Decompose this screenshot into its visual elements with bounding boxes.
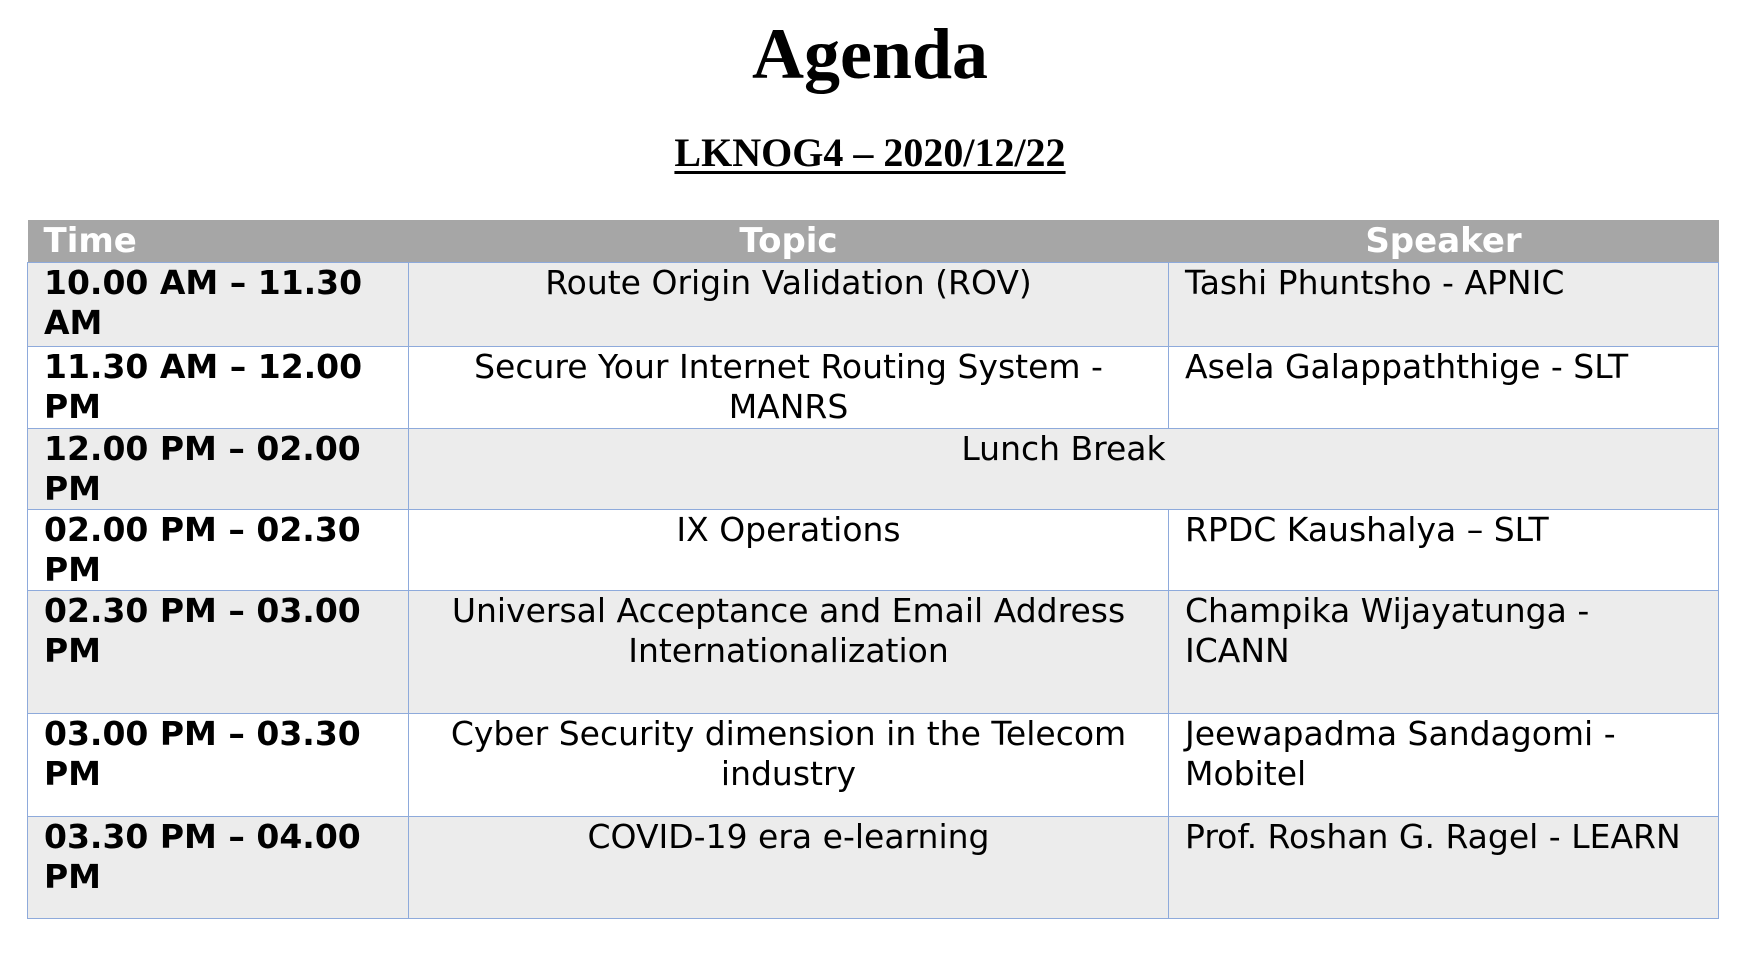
topic-cell: [409, 817, 1169, 919]
speaker-cell: [1169, 591, 1719, 714]
event-subtitle: [0, 130, 1740, 176]
topic-cell: [409, 591, 1169, 714]
time-cell: 02.30 PM – 03.00 PM: [28, 591, 409, 714]
lunch-break-cell: Lunch Break: [409, 429, 1719, 510]
topic-cell: [409, 263, 1169, 347]
table-row: [28, 510, 1719, 591]
header-speaker: Speaker: [1169, 220, 1719, 263]
time-cell: 03.30 PM – 04.00 PM: [28, 817, 409, 919]
table-row: [28, 263, 1719, 347]
header-time: Time: [28, 220, 409, 263]
speaker-line: Tashi Phuntsho - APNIC: [1185, 263, 1565, 302]
agenda-table: [27, 220, 1719, 919]
speaker-line: Champika Wijayatunga - ICANN: [1185, 591, 1590, 670]
topic-cell: [409, 714, 1169, 817]
topic-line: COVID-19 era e-learning: [587, 817, 990, 856]
agenda-body: [28, 263, 1719, 919]
topic-line: Internationalization: [628, 631, 949, 670]
topic-line: Cyber Security dimension in the Telecom: [450, 714, 1127, 753]
topic-line: IX Operations: [676, 510, 901, 549]
table-row: [28, 429, 1719, 510]
table-header-row: [28, 220, 1719, 263]
table-row: [28, 591, 1719, 714]
table-row: [28, 714, 1719, 817]
time-cell: 03.00 PM – 03.30 PM: [28, 714, 409, 817]
topic-line: industry: [720, 754, 857, 793]
speaker-cell: [1169, 263, 1719, 347]
topic-line: Secure Your Internet Routing System - MANRS: [474, 347, 1103, 426]
header-topic: Topic: [409, 220, 1169, 263]
time-cell: 10.00 AM – 11.30 AM: [28, 263, 409, 347]
speaker-line: Asela Galappaththige - SLT: [1185, 347, 1629, 386]
topic-line: Route Origin Validation (ROV): [545, 263, 1032, 302]
time-cell: 11.30 AM – 12.00 PM: [28, 347, 409, 429]
table-row: [28, 817, 1719, 919]
speaker-cell: [1169, 714, 1719, 817]
topic-cell: [409, 510, 1169, 591]
speaker-cell: [1169, 347, 1719, 429]
speaker-cell: [1169, 817, 1719, 919]
topic-cell: [409, 347, 1169, 429]
time-cell: 02.00 PM – 02.30 PM: [28, 510, 409, 591]
time-cell: 12.00 PM – 02.00 PM: [28, 429, 409, 510]
speaker-line: Jeewapadma Sandagomi -: [1185, 714, 1616, 753]
speaker-line: RPDC Kaushalya – SLT: [1185, 510, 1549, 549]
event-subtitle-text: LKNOG4 – 2020/12/22: [674, 130, 1066, 175]
speaker-line: Mobitel: [1185, 754, 1307, 793]
table-row: [28, 347, 1719, 429]
speaker-line: Prof. Roshan G. Ragel - LEARN: [1185, 817, 1681, 856]
speaker-cell: [1169, 510, 1719, 591]
topic-line: Universal Acceptance and Email Address: [451, 591, 1126, 630]
page-title: Agenda: [751, 14, 989, 94]
